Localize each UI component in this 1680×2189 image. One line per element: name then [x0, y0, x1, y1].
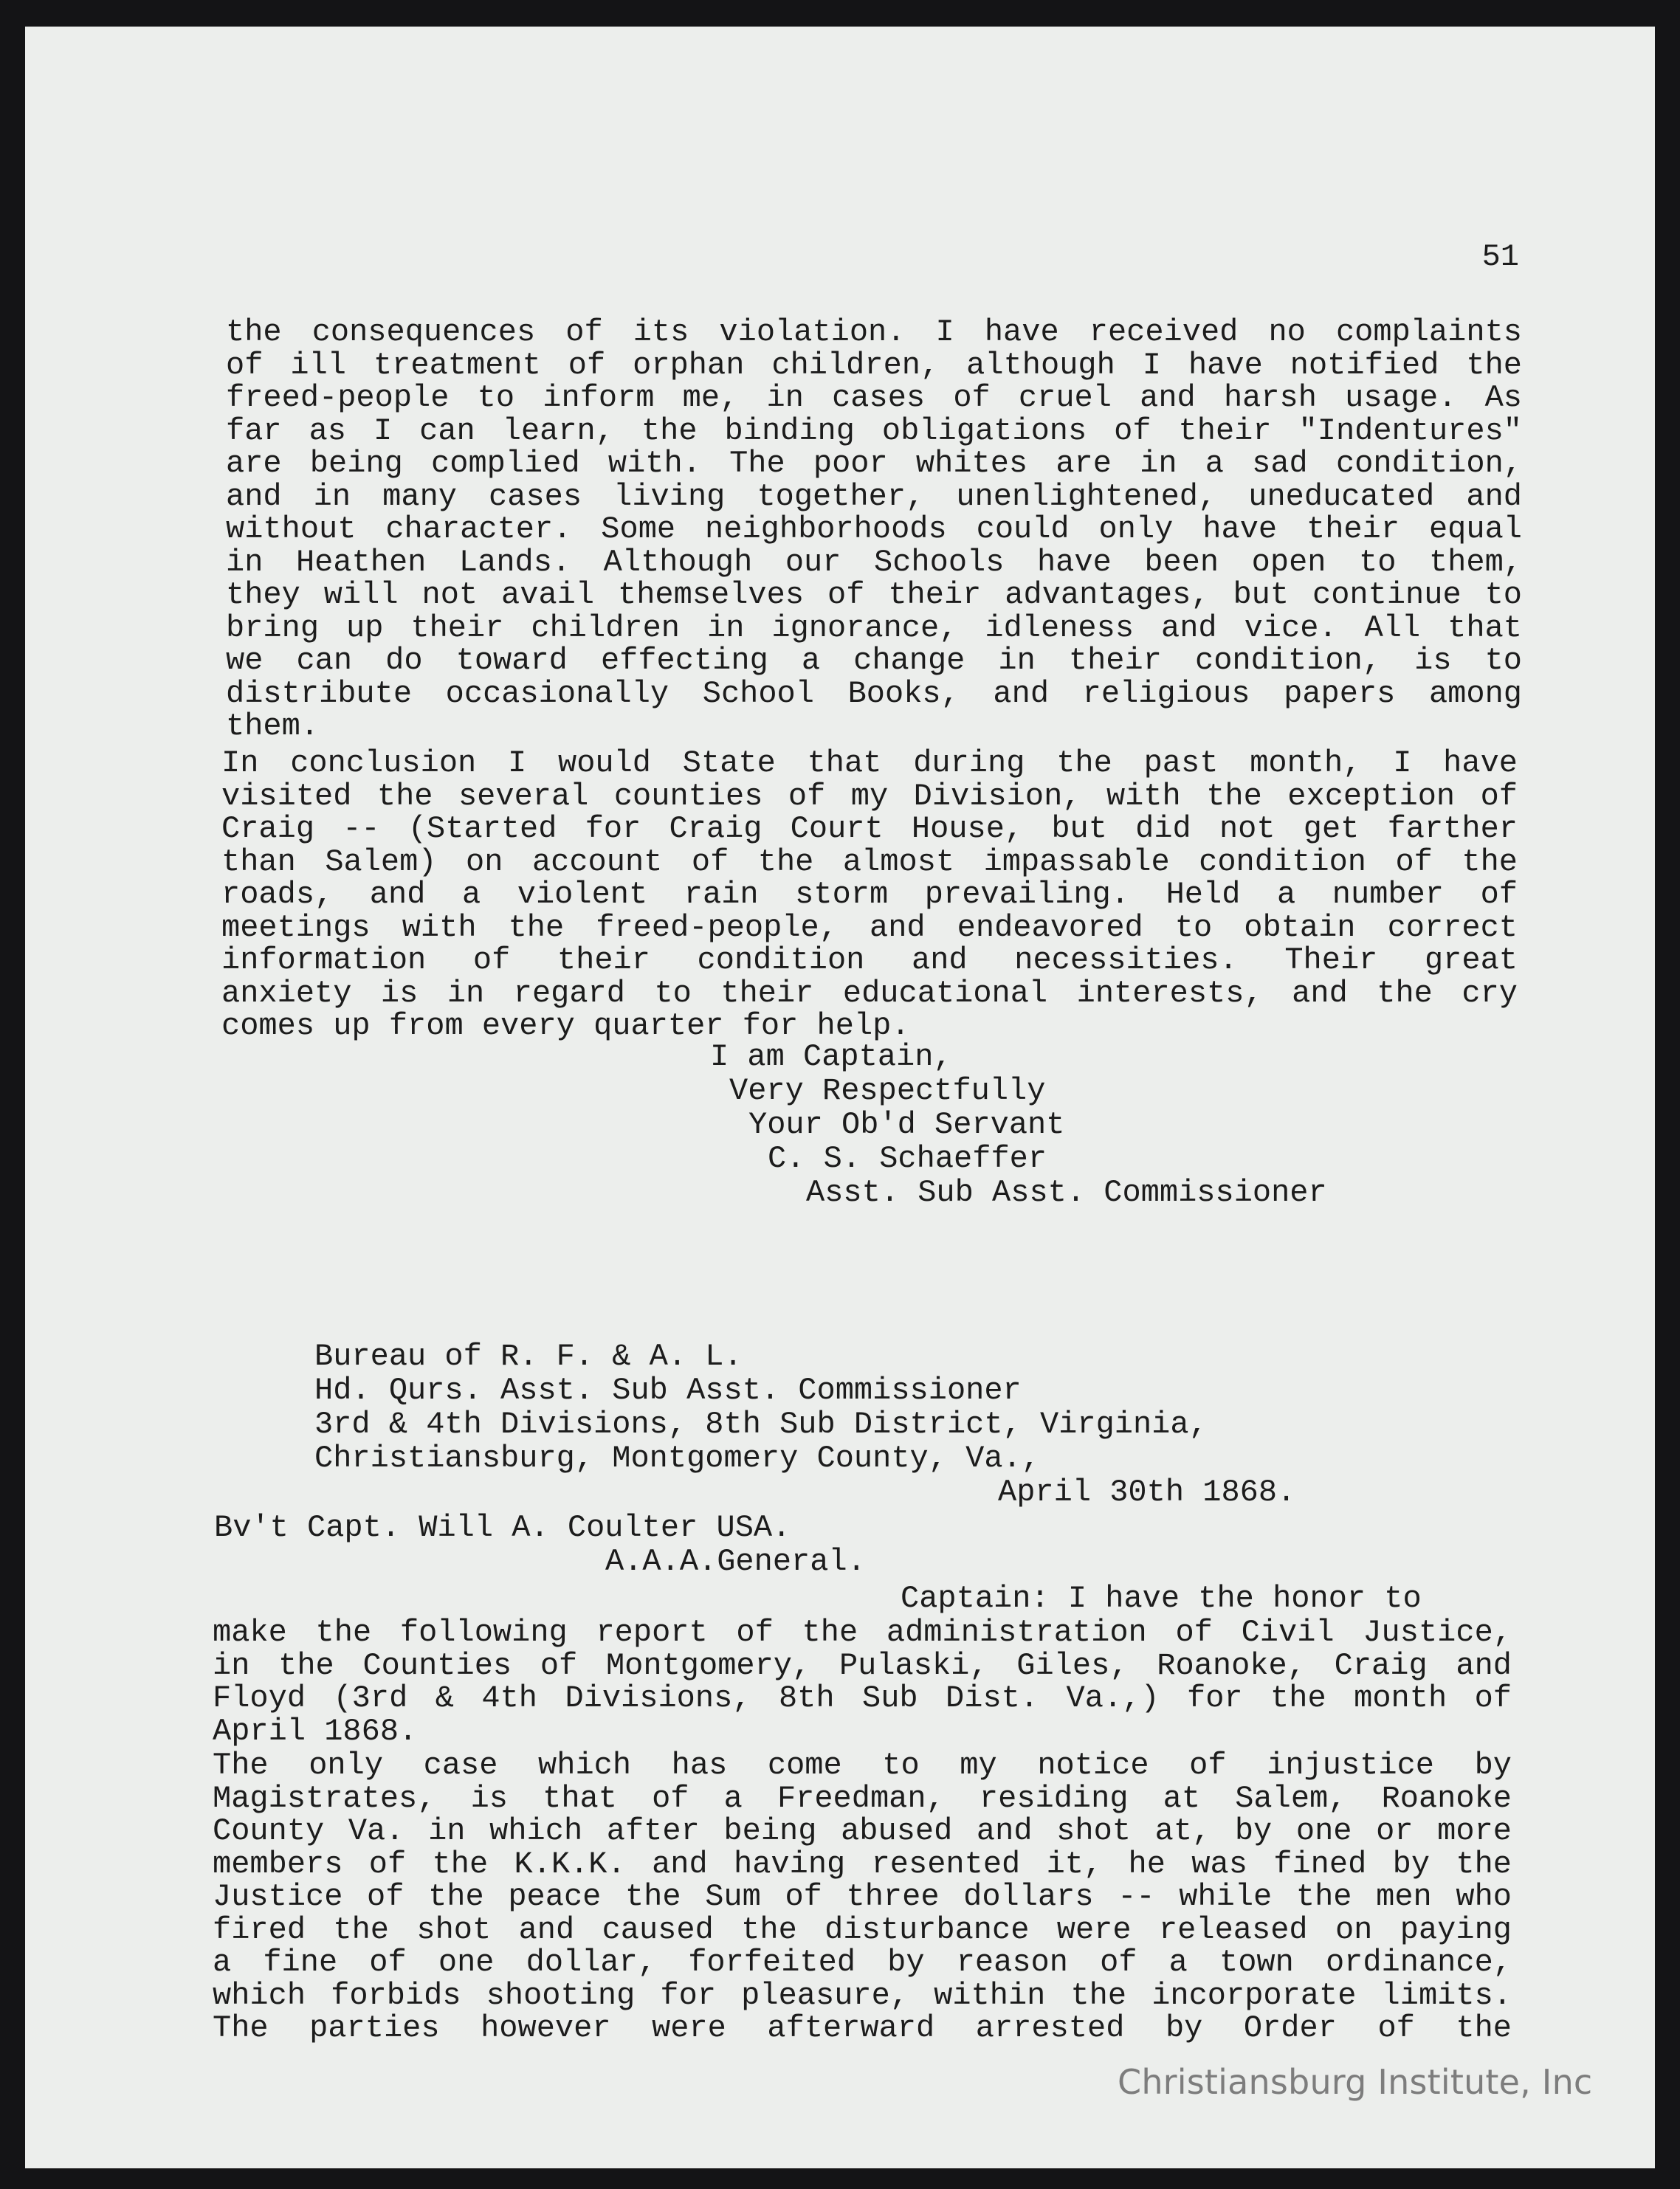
text-line: which forbids shooting for pleasure, within the incorporate limits. — [213, 1977, 1512, 2013]
watermark: Christiansburg Institute, Inc — [1118, 2062, 1593, 2102]
text-line: Justice of the peace the Sum of three dollars -- while the men who — [213, 1879, 1512, 1914]
text-line: information of their condition and necessities. Their great — [221, 942, 1518, 978]
text-line: without character. Some neighborhoods could only have their equal — [226, 511, 1522, 547]
page-number: 51 — [1481, 239, 1519, 275]
text-line: visited the several counties of my Division, with the exception of — [221, 778, 1518, 814]
text-line: are being complied with. The poor whites are in a sad condition, — [226, 446, 1522, 481]
text-line: comes up from every quarter for help. — [221, 1008, 910, 1044]
text-line: The parties however were afterward arrested by Order of the — [213, 2010, 1512, 2046]
document-page — [25, 27, 1655, 2168]
text-line: a fine of one dollar, forfeited by reason of a town ordinance, — [213, 1945, 1512, 1980]
text-line: of ill treatment of orphan children, although I have notified the — [226, 347, 1522, 383]
paragraph-report-intro — [213, 1616, 1512, 1748]
text-line: in the Counties of Montgomery, Pulaski, Giles, Roanoke, Craig and — [213, 1647, 1512, 1683]
letterhead-divisions: 3rd & 4th Divisions, 8th Sub District, Virginia, — [314, 1407, 1208, 1442]
letter-date: April 30th 1868. — [998, 1475, 1296, 1510]
text-line: County Va. in which after being abused and shot at, by one or more — [213, 1813, 1512, 1849]
closing-servant: Your Ob'd Servant — [748, 1107, 1065, 1142]
closing-respectfully: Very Respectfully — [729, 1073, 1046, 1109]
text-line: Floyd (3rd & 4th Divisions, 8th Sub Dist. Va.,) for the month of — [213, 1680, 1512, 1716]
text-line: they will not avail themselves of their advantages, but continue to — [226, 577, 1522, 613]
text-line: distribute occasionally School Books, and religious papers among — [226, 675, 1522, 711]
text-line: members of the K.K.K. and having resented it, he was fined by the — [213, 1846, 1512, 1882]
letterhead-location: Christiansburg, Montgomery County, Va., — [314, 1441, 1040, 1476]
text-line: in Heathen Lands. Although our Schools have been open to them, — [226, 544, 1522, 580]
paragraph-injustice-case — [213, 1749, 1512, 2045]
text-line: roads, and a violent rain storm prevailing. Held a number of — [221, 877, 1518, 912]
paragraph-orphans-and-poor-whites — [226, 316, 1522, 743]
text-line: make the following report of the administration of Civil Justice, — [213, 1615, 1512, 1650]
closing-salutation: I am Captain, — [710, 1039, 952, 1075]
letterhead-bureau: Bureau of R. F. & A. L. — [314, 1339, 743, 1374]
text-line: the consequences of its violation. I have received no complaints — [226, 314, 1522, 350]
text-line: April 1868. — [213, 1713, 418, 1749]
text-line: In conclusion I would State that during the past month, I have — [221, 745, 1518, 781]
text-line: far as I can learn, the binding obligations of their "Indentures" — [226, 413, 1522, 449]
report-salutation: Captain: I have the honor to — [901, 1581, 1422, 1616]
text-line: bring up their children in ignorance, idleness and vice. All that — [226, 610, 1522, 646]
text-line: than Salem) on account of the almost impassable condition of the — [221, 844, 1518, 880]
text-line: Magistrates, is that of a Freedman, residing at Salem, Roanoke — [213, 1780, 1512, 1816]
text-line: The only case which has come to my notice of injustice by — [213, 1748, 1512, 1783]
text-line: we can do toward effecting a change in their condition, is to — [226, 643, 1522, 678]
signature-title: Asst. Sub Asst. Commissioner — [806, 1175, 1327, 1210]
text-line: freed-people to inform me, in cases of cruel and harsh usage. As — [226, 380, 1522, 416]
text-line: Craig -- (Started for Craig Court House, but did not get farther — [221, 811, 1518, 847]
text-line: them. — [226, 709, 320, 744]
addressee-name: Bv't Capt. Will A. Coulter USA. — [214, 1510, 791, 1545]
text-line: and in many cases living together, unenlightened, uneducated and — [226, 478, 1522, 514]
letterhead-headquarters: Hd. Qurs. Asst. Sub Asst. Commissioner — [314, 1373, 1022, 1408]
text-line: anxiety is in regard to their educational interests, and the cry — [221, 975, 1518, 1011]
paragraph-conclusion — [221, 747, 1518, 1043]
text-line: fired the shot and caused the disturbance were released on paying — [213, 1912, 1512, 1948]
signature-name: C. S. Schaeffer — [768, 1141, 1047, 1176]
addressee-title: A.A.A.General. — [605, 1544, 866, 1579]
text-line: meetings with the freed-people, and endeavored to obtain correct — [221, 909, 1518, 945]
